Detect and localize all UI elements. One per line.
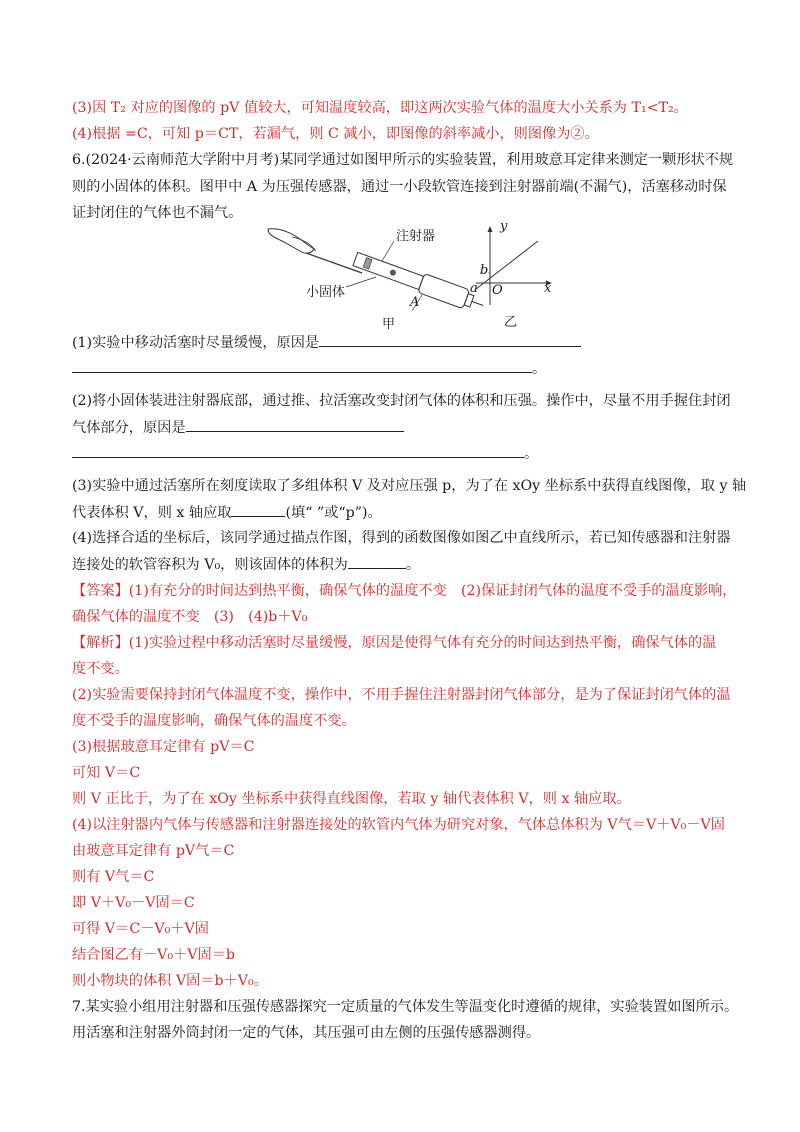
analysis-line-6: 可知 V＝C	[72, 765, 141, 781]
yi-b-label: b	[480, 263, 489, 278]
analysis-line-7: 则 V 正比于，为了在 xOy 坐标系中获得直线图像，若取 y 轴代表体积 V，则 x 轴应取。	[72, 791, 631, 807]
q6-part-2-blank-a[interactable]	[186, 417, 404, 432]
q6-part-2-cont	[72, 443, 538, 464]
analysis-line-1	[72, 633, 716, 653]
prev-answer-line-4: (4)根据 =C，可知 p＝CT，若漏气，则 C 减小，即图像的斜率减小，则图像为②。	[72, 126, 599, 142]
answer-tag: 【答案】	[72, 583, 129, 599]
analysis-line-10: 则有 V气＝C	[72, 869, 155, 885]
analysis-line-5: (3)根据玻意耳定律有 pV＝C	[72, 739, 255, 755]
q6-part-2-line-1: (2)将小固体装进注射器底部，通过推、拉活塞改变封闭气体的体积和压强。操作中，尽量不用手握住封闭	[72, 393, 731, 409]
analysis-line-13: 结合图乙有－V₀＋V固＝b	[72, 947, 235, 963]
q6-part-4-blank[interactable]	[348, 554, 406, 569]
q6-part-1	[72, 332, 581, 353]
analysis-line-12: 可得 V＝C－V₀＋V固	[72, 921, 209, 937]
analysis-line-14: 则小物块的体积 V固＝b＋V₀。	[72, 973, 268, 989]
analysis-line-11: 即 V＋V₀－V固＝C	[72, 895, 195, 911]
experiment-figure	[262, 219, 552, 332]
q6-part-4-line-2	[72, 554, 420, 575]
yi-origin-label: O	[492, 283, 503, 298]
analysis-line-8: (4)以注射器内气体与传感器和注射器连接处的软管内气体为研究对象，气体总体积为 V气＝V＋V₀－V固	[72, 817, 725, 833]
q6-part-3-line-2	[72, 502, 382, 523]
q6-stem-line-3: 证封闭住的气体也不漏气。	[72, 205, 243, 221]
q6-part-1-end: 。	[532, 361, 547, 377]
analysis-text-1: (1)实验过程中移动活塞时尽量缓慢，原因是使得气体有充分的时间达到热平衡，确保气体的温	[128, 635, 717, 651]
q6-part-4-text: 连接处的软管容积为 V₀，则该固体的体积为	[72, 557, 348, 573]
answer-text-1: (1)有充分的时间达到热平衡，确保气体的温度不变 (2)保证封闭气体的温度不受手的温度影响，	[128, 583, 737, 599]
syringe-label: 注射器	[396, 229, 436, 244]
q6-part-2-blank-b[interactable]	[72, 443, 524, 458]
answer-line-1	[72, 581, 736, 601]
q6-part-1-blank-a[interactable]	[319, 332, 581, 347]
analysis-tag: 【解析】	[72, 635, 129, 651]
q6-part-1-cont	[72, 358, 546, 379]
prev-answer-line-3: (3)因 T₂ 对应的图像的 pV 值较大，可知温度较高，即这两次实验气体的温度大小关系为 T₁<T₂。	[72, 100, 688, 116]
answer-line-2: 确保气体的温度不变 (3) (4)b＋V₀	[72, 609, 308, 625]
yi-a-label: a	[470, 281, 478, 296]
q6-part-3-hint: (填“ ”或“p”)。	[285, 505, 382, 521]
q6-stem-line-1: 6.(2024·云南师范大学附中月考)某同学通过如图甲所示的实验装置，利用玻意耳定律来测定一颗形状不规	[72, 152, 734, 168]
q6-part-2-line-2	[72, 417, 404, 438]
q7-line-1: 7.某实验小组用注射器和压强传感器探究一定质量的气体发生等温变化时遵循的规律，实验装置如图所示。	[72, 999, 739, 1015]
analysis-line-4: 度不受手的温度影响，确保气体的温度不变。	[72, 713, 356, 729]
q6-part-2-end: 。	[524, 446, 539, 462]
q6-part-3-line-1: (3)实验中通过活塞所在刻度读取了多组体积 V 及对应压强 p，为了在 xOy 坐标系中获得直线图像，取 y 轴	[72, 478, 747, 494]
q6-part-1-blank-b[interactable]	[72, 358, 532, 373]
q6-part-4-end: 。	[405, 557, 421, 573]
figure-yi-caption: 乙	[504, 315, 518, 330]
figure-jia-caption: 甲	[382, 317, 396, 332]
analysis-line-3: (2)实验需要保持封闭气体温度不变，操作中，不用手握住注射器封闭气体部分，是为了保证封闭气体的温	[72, 687, 731, 703]
solid-label: 小固体	[306, 285, 346, 300]
yi-y-label: y	[500, 219, 508, 234]
q6-part-3-blank[interactable]	[231, 502, 285, 517]
q6-part-4-line-1: (4)选择合适的坐标后，该同学通过描点作图，得到的函数图像如图乙中直线所示，若已知传感器和注射器	[72, 530, 731, 546]
sensor-a-label: A	[410, 295, 420, 310]
q6-part-1-text: (1)实验中移动活塞时尽量缓慢，原因是	[72, 335, 320, 351]
q6-stem-line-2: 则的小固体的体积。图甲中 A 为压强传感器，通过一小段软管连接到注射器前端(不漏气)，活塞移动时保	[72, 179, 727, 195]
yi-x-label: x	[544, 281, 552, 296]
analysis-line-2: 度不变。	[72, 661, 129, 677]
q7-line-2: 用活塞和注射器外筒封闭一定的气体，其压强可由左侧的压强传感器测得。	[72, 1025, 541, 1041]
q6-part-3-text: 代表体积 V，则 x 轴应取	[72, 505, 232, 521]
analysis-line-9: 由玻意耳定律有 pV气＝C	[72, 843, 235, 859]
q6-part-2-text: 气体部分，原因是	[72, 420, 186, 436]
